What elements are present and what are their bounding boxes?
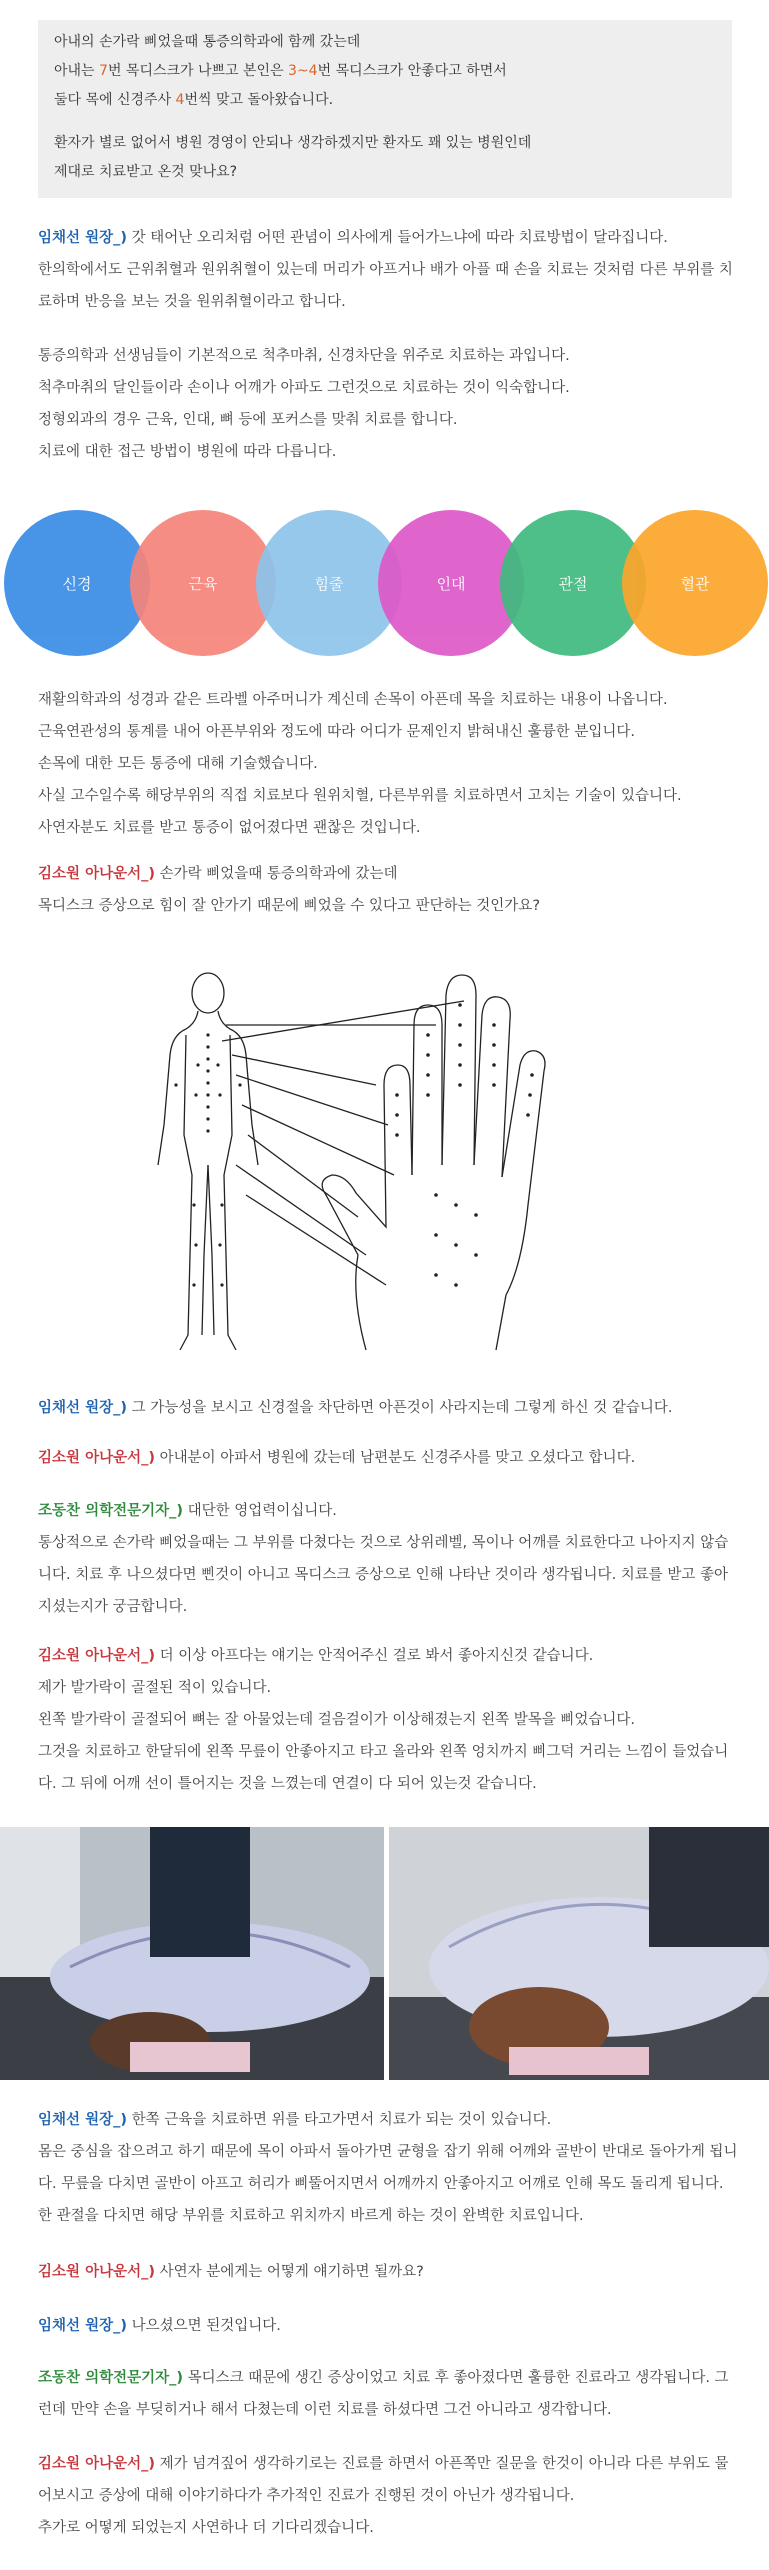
circle-vessel: 혈관 [622,510,768,656]
speaker-name: 임채선 원장_) [38,230,127,246]
question-block: 김소원 아나운서_) 사연자 분에게는 어떻게 얘기하면 될까요? [38,2264,424,2280]
answer-block: 임채선 원장_) 한쪽 근육을 치료하면 위를 타고가면서 치료가 되는 것이 있습니다. 몸은 중심을 잡으려고 하기 때문에 목이 아파서 돌아가면 균형을 잡기 위해 어깨와 골반이 반대로 돌아가게 됩니다. 무릎을 다치면 골반이 아프고 허리가 삐뚤어지면서 어깨까지 안좋아지고 어깨로 인해 목도 돌리게 됩니다. 한 관절을 다치면 해당 부위를 치료하고 위치까지 바르게 하는 것이 완벽한 치료입니다. [38,2112,738,2224]
question-block: 김소원 아나운서_) 아내분이 아파서 병원에 갔는데 남편분도 신경주사를 맞고 오셨다고 합니다. [38,1450,636,1466]
speaker-name: 김소원 아나운서_) [38,1450,155,1466]
answer-block: 임채선 원장_) 그 가능성을 보시고 신경절을 차단하면 아픈것이 사라지는데 그렇게 하신 것 같습니다. [38,1400,673,1416]
question-block: 김소원 아나운서_) 손가락 삐었을때 통증의학과에 갔는데 목디스크 증상으로 힘이 잘 안가기 때문에 삐었을 수 있다고 판단하는 것인가요? [38,866,541,914]
answer-block: 임채선 원장_) 나으셨으면 된것입니다. [38,2318,281,2334]
answer-block: 임채선 원장_) 갓 태어난 오리처럼 어떤 관념이 의사에게 들어가느냐에 따라 치료방법이 달라집니다. 한의학에서도 근위취혈과 원위취혈이 있는데 머리가 아프거나 배가 아플 때 손을 치료는 것처럼 다른 부위를 치료하며 반응을 보는 것을 원위취혈이라고 합니다. 통증의학과 선생님들이 기본적으로 척추마취, 신경차단을 위주로 치료하는 과입니다. 척추마취의 달인들이라 손이나 어깨가 아파도 그런것으로 치료하는 것이 익숙합니다. 정형외과의 경우 근육, 인대, 뼈 등에 포커스를 맞춰 치료를 합니다. 치료에 대한 접근 방법이 병원에 따라 다릅니다. [38,230,733,460]
answer-block: 조동찬 의학전문기자_) 대단한 영업력이십니다. 통상적으로 손가락 삐었을때는 그 부위를 다쳤다는 것으로 상위레벨, 목이나 어깨를 치료한다고 나아지지 않습니다. 치료 후 나으셨다면 삔것이 아니고 목디스크 증상으로 인해 나타난 것이라 생각됩니다. 치료를 받고 좋아지셨는지가 궁금합니다. [38,1503,729,1615]
speaker-name: 김소원 아나운서_) [38,2456,155,2472]
speaker-name: 임채선 원장_) [38,2318,127,2334]
question-line: 제대로 치료받고 온것 맞나요? [54,164,238,180]
acupoint-illustration [136,965,636,1357]
question-box [38,20,732,198]
question-line: 둘다 목에 신경주사 4번씩 맞고 돌아왔습니다. [54,92,334,108]
text-block: 재활의학과의 성경과 같은 트라벨 아주머니가 계신데 손목이 아픈데 목을 치료하는 내용이 나옵니다. 근육연관성의 통계를 내어 아픈부위와 정도에 따라 어디가 문제인지 밝혀내신 훌륭한 분입니다. 손목에 대한 모든 통증에 대해 기술했습니다. 사실 고수일수록 해당부위의 직접 치료보다 원위치혈, 다른부위를 치료하면서 고치는 기술이 있습니다. 사연자분도 치료를 받고 통증이 없어졌다면 괜찮은 것입니다. [38,692,682,836]
acupoint-diagram [136,965,636,1357]
circle-muscle: 근육 [130,510,276,656]
tissue-circles [0,508,769,658]
circle-tendon: 힘줄 [256,510,402,656]
question-block: 김소원 아나운서_) 더 이상 아프다는 얘기는 안적어주신 걸로 봐서 좋아지신것 같습니다. 제가 발가락이 골절된 적이 있습니다. 왼쪽 발가락이 골절되어 뼈는 잘 아물었는데 걸음걸이가 이상해졌는지 왼쪽 발목을 삐었습니다. 그것을 치료하고 한달뒤에 왼쪽 무릎이 안좋아지고 타고 올라와 왼쪽 엉치까지 삐그덕 거리는 느낌이 들었습니다. 그 뒤에 어깨 선이 틀어지는 것을 느꼈는데 연결이 다 되어 있는것 같습니다. [38,1648,729,1792]
answer-block: 조동찬 의학전문기자_) 목디스크 때문에 생긴 증상이었고 치료 후 좋아졌다면 훌륭한 진료라고 생각됩니다. 그런데 만약 손을 부딪히거나 해서 다쳤는데 이런 치료를 하셨다면 그건 아니라고 생각합니다. [38,2370,729,2418]
speaker-name: 김소원 아나운서_) [38,2264,155,2280]
speaker-name: 김소원 아나운서_) [38,1648,155,1664]
speaker-name: 조동찬 의학전문기자_) [38,1503,183,1519]
treatment-photo-right [389,1827,769,2080]
speaker-name: 임채선 원장_) [38,2112,127,2128]
speaker-name: 임채선 원장_) [38,1400,127,1416]
question-line: 아내의 손가락 삐었을때 통증의학과에 함께 갔는데 [54,34,361,50]
treatment-photo-left [0,1827,384,2080]
circle-ligament: 인대 [378,510,524,656]
speaker-name: 김소원 아나운서_) [38,866,155,882]
circle-nerve: 신경 [4,510,150,656]
question-line: 환자가 별로 없어서 병원 경영이 안되나 생각하겠지만 환자도 꽤 있는 병원인데 [54,135,532,151]
speaker-name: 조동찬 의학전문기자_) [38,2370,183,2386]
question-line: 아내는 7번 목디스크가 나쁘고 본인은 3~4번 목디스크가 안좋다고 하면서 [54,63,507,79]
question-block: 김소원 아나운서_) 제가 넘겨짚어 생각하기로는 진료를 하면서 아픈쪽만 질문을 한것이 아니라 다른 부위도 물어보시고 증상에 대해 이야기하다가 추가적인 진료가 진행된 것이 아닌가 생각됩니다. 추가로 어떻게 되었는지 사연하나 더 기다리겠습니다. [38,2456,729,2536]
circle-joint: 관절 [500,510,646,656]
